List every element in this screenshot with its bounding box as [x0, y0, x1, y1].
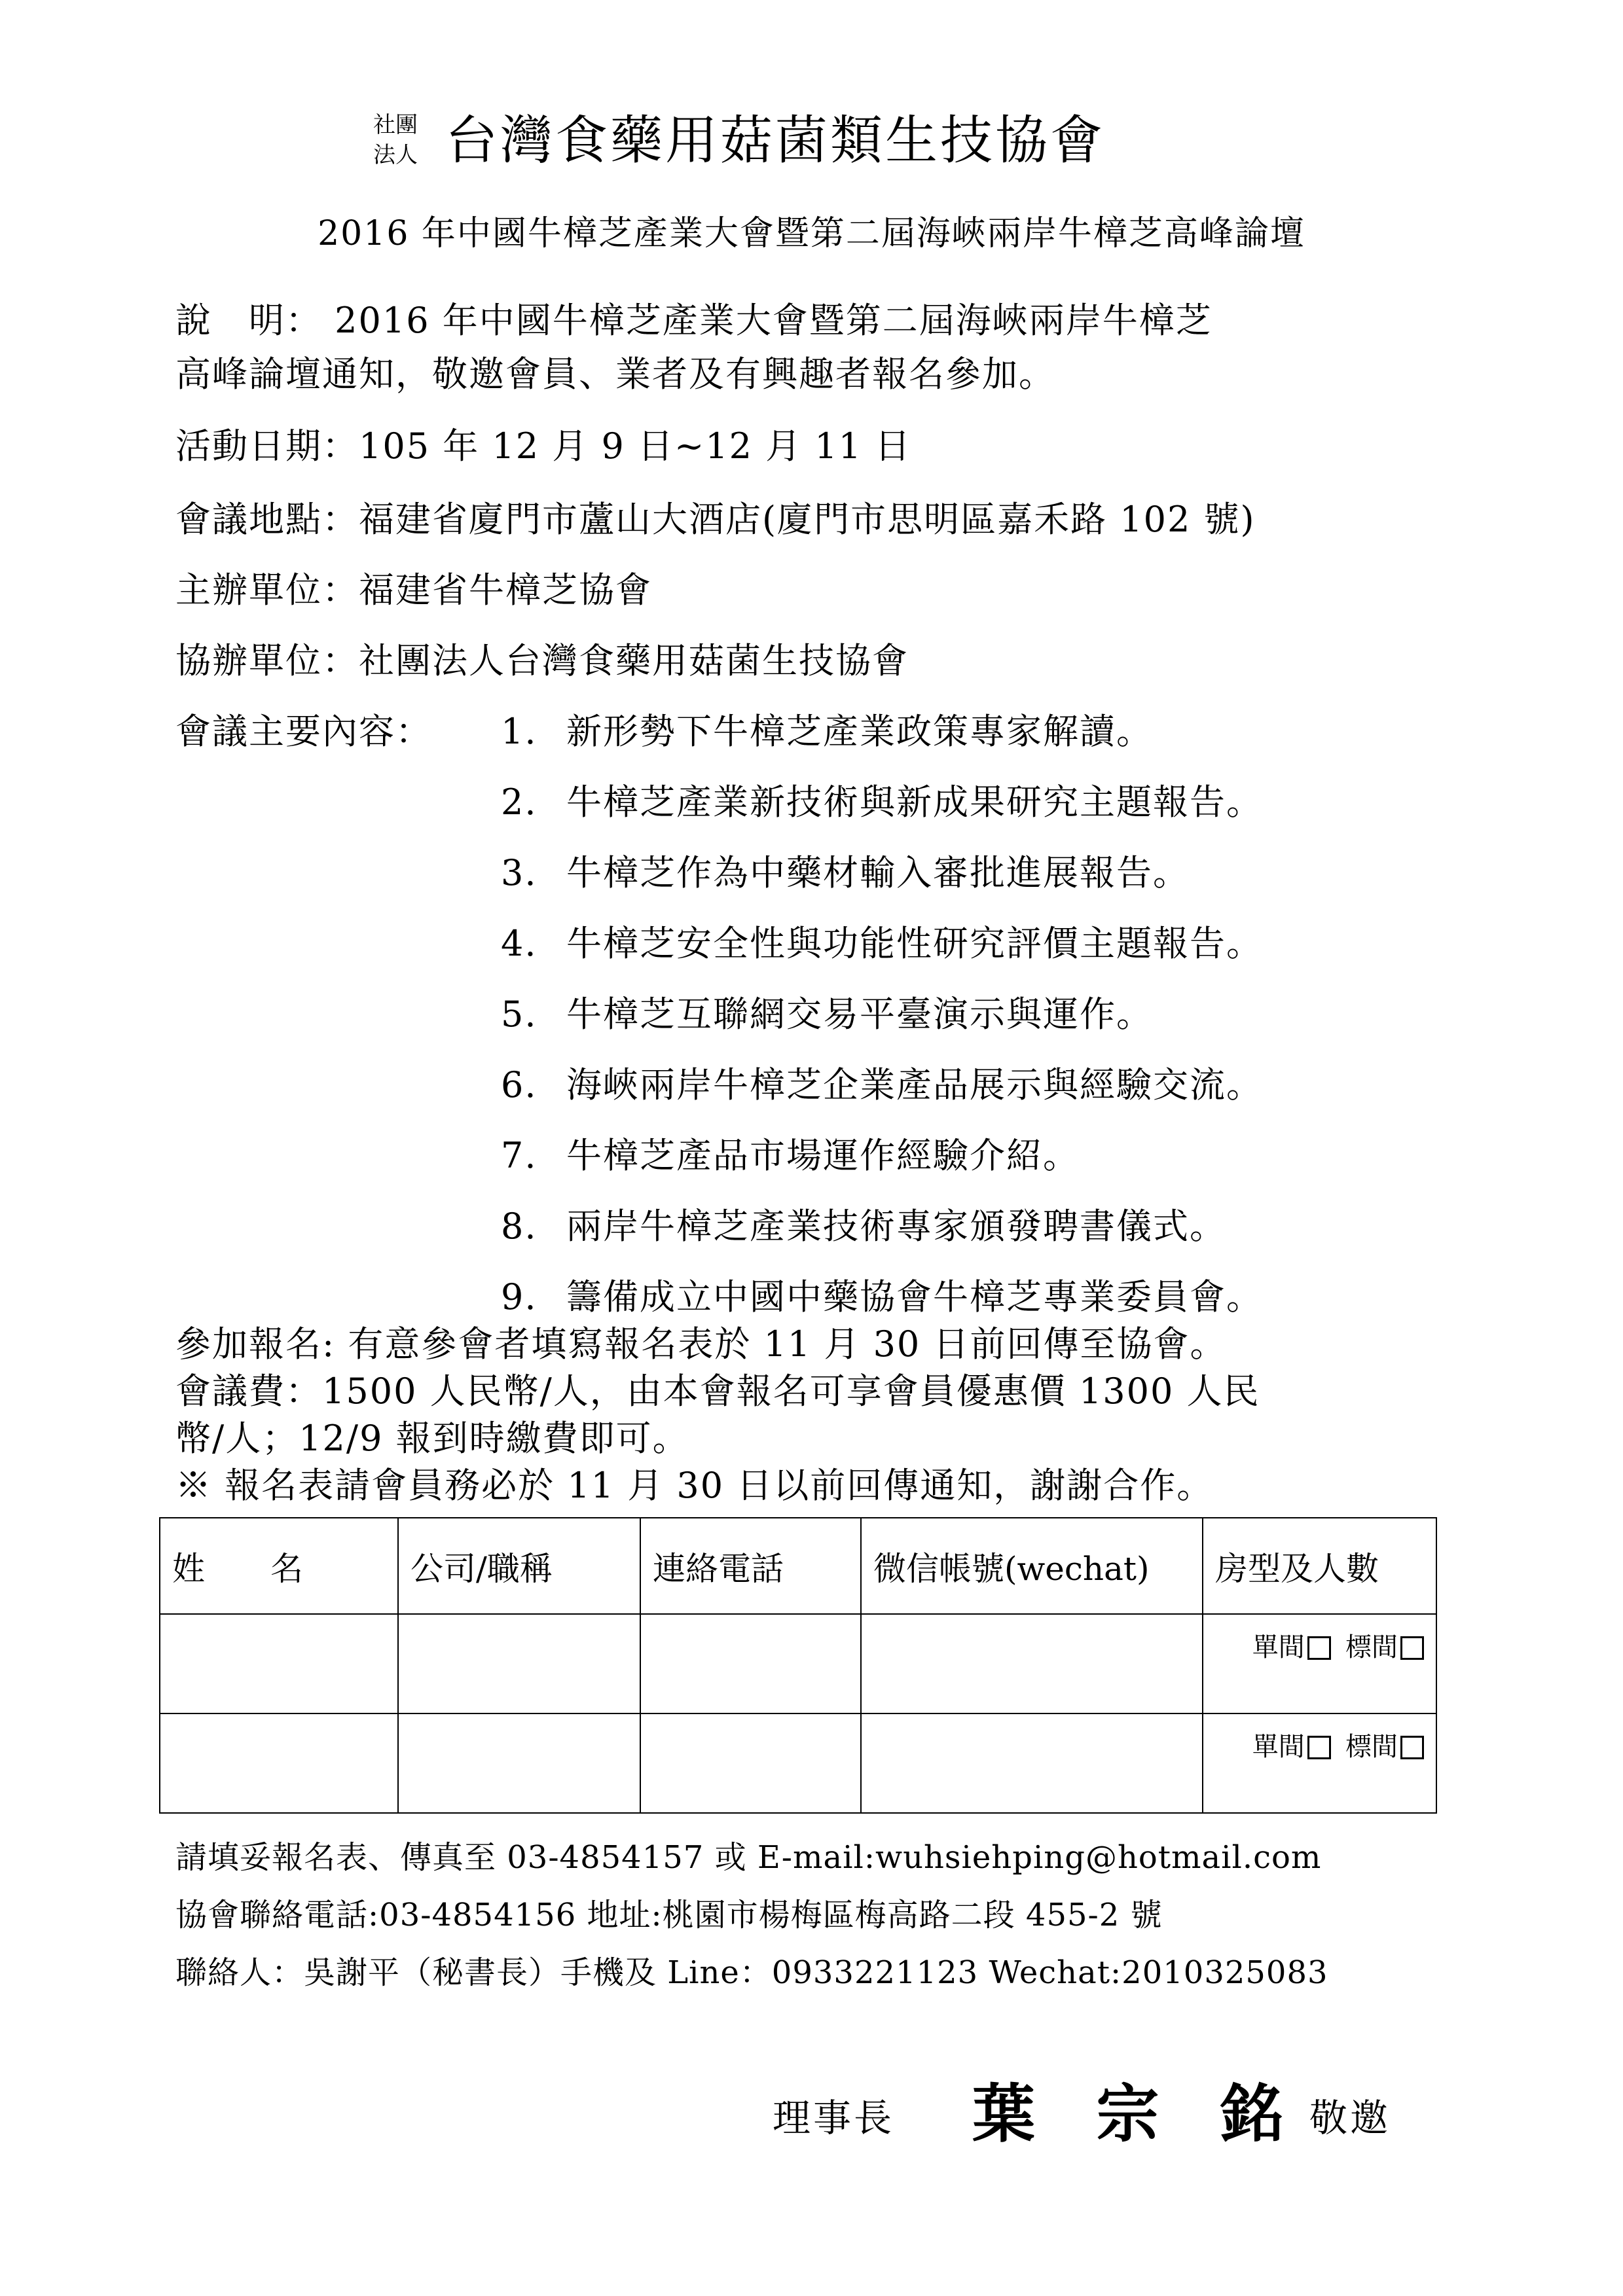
agenda-item-number: 4. — [501, 923, 538, 964]
agenda-item-number: 8. — [501, 1206, 538, 1247]
agenda-item-text: 兩岸牛樟芝產業技術專家頒發聘書儀式。 — [566, 1206, 1226, 1247]
room-standard-checkbox[interactable] — [1400, 1636, 1424, 1660]
room-options — [1252, 1726, 1424, 1763]
agenda-item-number: 5. — [501, 994, 538, 1035]
organization-title: 台灣食藥用菇菌類生技協會 — [445, 110, 1105, 171]
co-organizer: 協辦單位：社團法人台灣食藥用菇菌生技協會 — [175, 640, 909, 681]
org-type-prefix — [373, 110, 439, 170]
agenda-item-text: 海峽兩岸牛樟芝企業產品展示與經驗交流。 — [566, 1064, 1263, 1105]
room-options — [1252, 1626, 1424, 1664]
agenda-item — [501, 990, 1153, 1039]
room-single-label: 單間 — [1252, 1633, 1305, 1662]
registration-info: 參加報名: 有意參會者填寫報名表於 11 月 30 日前回傳至協會。 — [175, 1323, 1227, 1365]
fax-email-line: 請填妥報名表、傳真至 03-4854157 或 E-mail:wuhsiehping@hotmail.com — [175, 1839, 1322, 1876]
room-standard-label: 標間 — [1345, 1732, 1398, 1761]
header-company-title: 公司/職稱 — [398, 1518, 640, 1614]
room-type-cell — [1203, 1713, 1436, 1813]
name-field[interactable] — [160, 1713, 398, 1813]
room-standard-checkbox[interactable] — [1400, 1736, 1424, 1759]
fee-line2: 幣/人；12/9 報到時繳費即可。 — [175, 1418, 689, 1459]
room-standard-label: 標間 — [1345, 1633, 1398, 1662]
agenda-item-number: 7. — [501, 1135, 538, 1176]
signature-closing: 敬邀 — [1309, 2096, 1391, 2140]
contact-person-line: 聯絡人：吳謝平（秘書長）手機及 Line：0933221123 Wechat:2010325083 — [175, 1954, 1328, 1991]
room-single-checkbox[interactable] — [1307, 1636, 1331, 1660]
agenda-item-number: 2. — [501, 781, 538, 823]
company-title-field[interactable] — [398, 1713, 640, 1813]
agenda-item — [501, 1131, 1080, 1181]
header-wechat: 微信帳號(wechat) — [861, 1518, 1203, 1614]
agenda-item-number: 9. — [501, 1276, 538, 1318]
room-single-checkbox[interactable] — [1307, 1736, 1331, 1759]
signature-name: 葉 宗 銘 — [972, 2077, 1303, 2151]
table-row — [160, 1713, 1436, 1813]
agenda-item-number: 1. — [501, 711, 538, 752]
agenda-item-number: 3. — [501, 852, 538, 893]
header-phone: 連絡電話 — [640, 1518, 861, 1614]
header-name: 姓 名 — [160, 1518, 398, 1614]
agenda-item — [501, 1202, 1226, 1251]
header-room-type: 房型及人數 — [1203, 1518, 1436, 1614]
agenda-item — [501, 1272, 1263, 1322]
agenda-item-text: 籌備成立中國中藥協會牛樟芝專業委員會。 — [566, 1276, 1263, 1318]
agenda-label: 會議主要內容： — [175, 711, 432, 752]
table-row — [160, 1614, 1436, 1713]
agenda-item — [501, 778, 1263, 827]
agenda-item — [501, 919, 1263, 969]
event-subtitle: 2016 年中國牛樟芝產業大會暨第二屆海峽兩岸牛樟芝高峰論壇 — [318, 214, 1305, 253]
phone-field[interactable] — [640, 1713, 861, 1813]
fee-line1: 會議費：1500 人民幣/人，由本會報名可享會員優惠價 1300 人民 — [175, 1371, 1260, 1412]
phone-field[interactable] — [640, 1614, 861, 1713]
signature-title: 理事長 — [773, 2096, 895, 2140]
phone-address-line: 協會聯絡電話:03-4854156 地址:桃園市楊梅區梅高路二段 455-2 號 — [175, 1897, 1163, 1933]
agenda-item-text: 牛樟芝產業新技術與新成果研究主題報告。 — [566, 781, 1263, 823]
description-line1: 說 明： 2016 年中國牛樟芝產業大會暨第二屆海峽兩岸牛樟芝 — [175, 300, 1213, 341]
reminder-note: ※ 報名表請會員務必於 11 月 30 日以前回傳通知，謝謝合作。 — [175, 1465, 1214, 1506]
agenda-item — [501, 1060, 1263, 1110]
description-line2: 高峰論壇通知，敬邀會員、業者及有興趣者報名參加。 — [175, 353, 1055, 395]
event-date: 活動日期：105 年 12 月 9 日~12 月 11 日 — [175, 425, 912, 467]
wechat-field[interactable] — [861, 1614, 1203, 1713]
org-prefix-line2: 法人 — [373, 142, 418, 168]
agenda-item — [501, 848, 1190, 898]
event-venue: 會議地點：福建省廈門市蘆山大酒店(廈門市思明區嘉禾路 102 號) — [175, 499, 1256, 540]
company-title-field[interactable] — [398, 1614, 640, 1713]
agenda-item-text: 新形勢下牛樟芝產業政策專家解讀。 — [566, 711, 1153, 752]
organizer: 主辦單位：福建省牛樟芝協會 — [175, 569, 652, 611]
name-field[interactable] — [160, 1614, 398, 1713]
room-type-cell — [1203, 1614, 1436, 1713]
wechat-field[interactable] — [861, 1713, 1203, 1813]
agenda-item — [501, 707, 1153, 757]
room-single-label: 單間 — [1252, 1732, 1305, 1761]
registration-form-table — [159, 1517, 1437, 1814]
agenda-item-text: 牛樟芝互聯網交易平臺演示與運作。 — [566, 994, 1153, 1035]
org-prefix-line1: 社團 — [373, 112, 418, 138]
table-header-row — [160, 1518, 1436, 1614]
agenda-item-text: 牛樟芝產品市場運作經驗介紹。 — [566, 1135, 1080, 1176]
agenda-item-text: 牛樟芝作為中藥材輸入審批進展報告。 — [566, 852, 1190, 893]
agenda-item-number: 6. — [501, 1064, 538, 1105]
agenda-item-text: 牛樟芝安全性與功能性研究評價主題報告。 — [566, 923, 1263, 964]
